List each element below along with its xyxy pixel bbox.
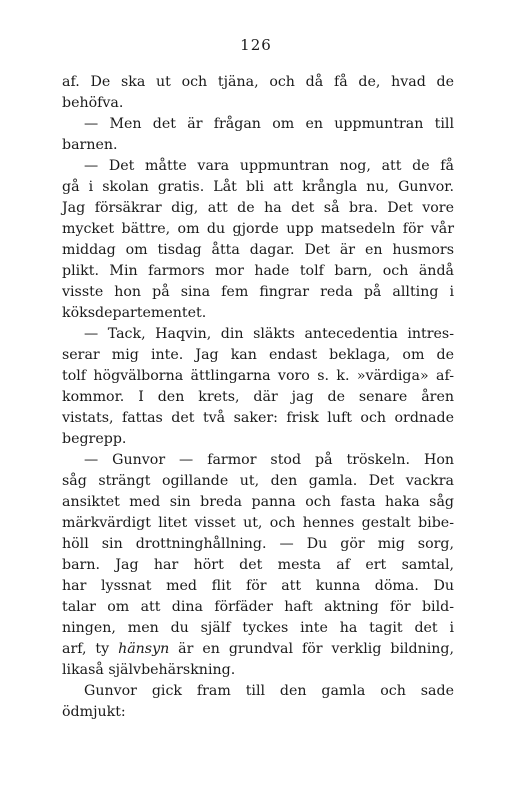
text-span: arf, ty — [62, 641, 119, 657]
text-span: är en grundval för verklig bildning, — [169, 641, 454, 657]
page-number: 126 — [240, 36, 272, 54]
text-line: — Det måtte vara uppmuntran nog, att de få — [84, 158, 454, 174]
text-line: har lyssnat med flit för att kunna döma. Du — [62, 578, 454, 594]
text-line: såg strängt ogillande ut, den gamla. Det vackra — [62, 473, 454, 489]
text-line: barnen. — [62, 137, 118, 153]
text-line: begrepp. — [62, 431, 127, 447]
text-line: Jag försäkrar dig, att de ha det så bra. Det vore — [62, 200, 454, 216]
text-line: höll sin drottninghållning. — Du gör mig sorg, — [62, 536, 454, 552]
text-line: Gunvor gick fram till den gamla och sade — [84, 683, 454, 699]
text-line: ningen, men du själf tyckes inte ha tagit det i — [62, 620, 454, 636]
text-line: visste hon på sina fem fingrar reda på allting i — [62, 284, 454, 300]
body-text — [62, 72, 454, 723]
text-line: ansiktet med sin breda panna och fasta haka såg — [62, 494, 454, 510]
text-line: likaså självbehärskning. — [62, 662, 236, 678]
text-line: behöfva. — [62, 95, 124, 111]
text-line: ödmjukt: — [62, 704, 126, 720]
text-line: köksdepartementet. — [62, 305, 207, 321]
text-line: plikt. Min farmors mor hade tolf barn, och ändå — [62, 263, 454, 279]
text-line: — Tack, Haqvin, din släkts antecedentia intres- — [84, 326, 454, 342]
emphasized-word: hänsyn — [118, 641, 170, 657]
text-line: tolf högvälborna ättlingarna voro s. k. »värdiga» af- — [62, 368, 454, 384]
text-line: talar om att dina förfäder haft aktning för bild- — [62, 599, 454, 615]
text-line: vistats, fattas det två saker: frisk luft och ordnade — [62, 410, 454, 426]
text-line: — Gunvor — farmor stod på tröskeln. Hon — [84, 452, 454, 468]
text-line: mycket bättre, om du gjorde upp matsedeln för vår — [62, 221, 454, 237]
text-line: märkvärdigt litet visset ut, och hennes gestalt bibe- — [62, 515, 454, 531]
text-line: af. De ska ut och tjäna, och då få de, hvad de — [62, 74, 454, 90]
text-line — [62, 639, 454, 660]
text-line: kommor. I den krets, där jag de senare åren — [62, 389, 454, 405]
text-line: serar mig inte. Jag kan endast beklaga, om de — [62, 347, 454, 363]
text-line: gå i skolan gratis. Låt bli att krångla nu, Gunvor. — [62, 179, 454, 195]
text-line: — Men det är frågan om en uppmuntran till — [84, 116, 454, 132]
text-line: middag om tisdag åtta dagar. Det är en husmors — [62, 242, 454, 258]
text-line: barn. Jag har hört det mesta af ert samtal, — [62, 557, 454, 573]
